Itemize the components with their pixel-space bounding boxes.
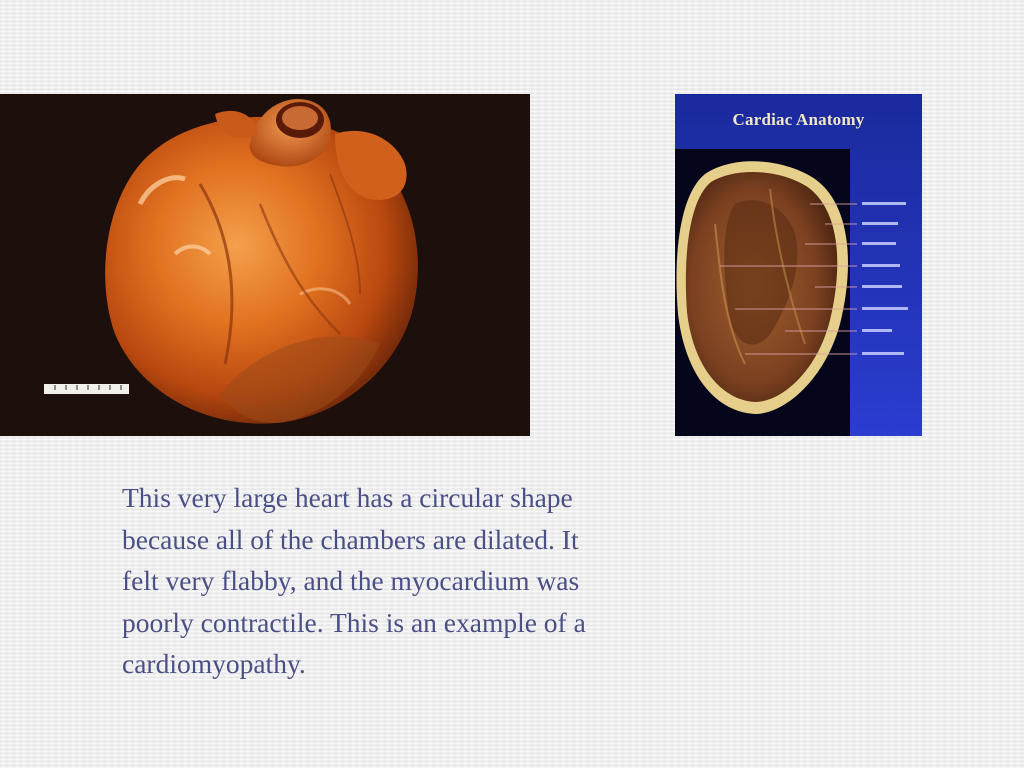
caption-line: felt very flabby, and the myocardium was xyxy=(122,565,580,596)
caption-line: because all of the chambers are dilated. It xyxy=(122,523,579,555)
caption-line: poorly contractile. This is an example of a xyxy=(122,606,586,638)
cardiac-anatomy-illustration xyxy=(675,94,922,436)
heart-specimen-illustration xyxy=(0,94,530,436)
caption-line: This very large heart has a circular shape xyxy=(122,482,573,513)
cardiac-anatomy-title: Cardiac Anatomy xyxy=(732,110,865,129)
caption-line: cardiomyopathy. xyxy=(122,648,306,679)
cardiac-anatomy-photo xyxy=(675,94,922,436)
caption-text xyxy=(122,477,722,685)
heart-specimen-photo xyxy=(0,94,530,436)
